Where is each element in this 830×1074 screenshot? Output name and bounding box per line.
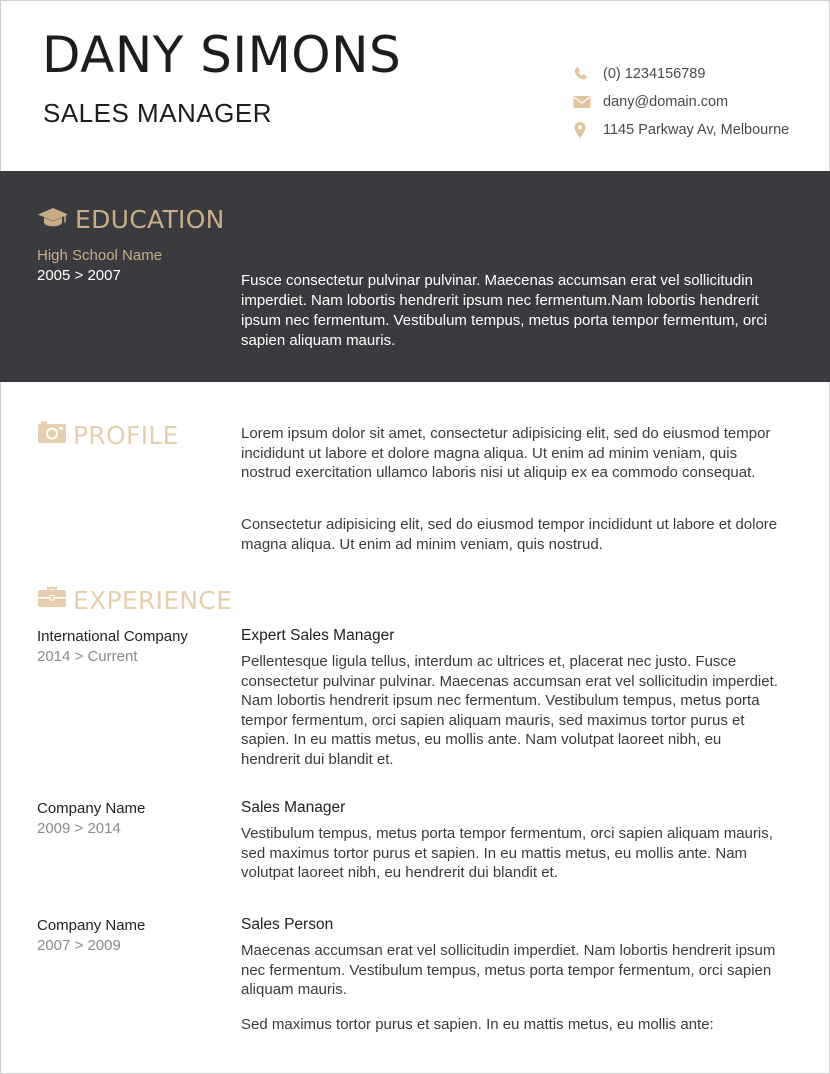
job-years: 2007 > 2009	[37, 937, 121, 954]
education-school: High School Name	[37, 247, 163, 264]
phone-icon	[573, 66, 603, 82]
education-description: Fusce consectetur pulvinar pulvinar. Maecenas accumsan erat vel sollicitudin imperdiet. Nam lobortis hendrerit ipsum nec fermentum.Nam lobortis hendrerit ipsum nec fermentum. Vestibulum tempus, metus porta tempor fermentum, orci sapien aliquam mauris.	[241, 272, 768, 349]
job-years: 2014 > Current	[37, 648, 138, 665]
phone-text[interactable]: (0) 1234156789	[603, 66, 706, 82]
job-role: Expert Sales Manager	[241, 627, 395, 644]
profile-paragraph: Consectetur adipisicing elit, sed do eiusmod tempor incididunt ut labore et dolore magna aliqua. Ut enim ad minim veniam, quis nostrud.	[241, 516, 778, 553]
location-pin-icon	[573, 121, 603, 139]
job-description: Vestibulum tempus, metus porta tempor fermentum, orci sapien aliquam mauris, sed maximus tortor purus et sapien. In eu mattis metus, eu mollis ante. Nam volutpat laoreet nibh, eu hendrerit dui blandit et.	[241, 825, 773, 881]
camera-icon	[37, 420, 73, 450]
job-years: 2009 > 2014	[37, 820, 121, 837]
education-years: 2005 > 2007	[37, 267, 121, 284]
profile-heading	[37, 420, 179, 450]
job-company: Company Name	[37, 800, 146, 817]
job-company: Company Name	[37, 917, 146, 934]
mail-icon	[573, 95, 603, 109]
profile-heading-text: PROFILE	[73, 420, 179, 450]
job-role: Sales Person	[241, 916, 334, 933]
job-description: Maecenas accumsan erat vel sollicitudin imperdiet. Nam lobortis hendrerit ipsum nec fermentum. Vestibulum tempus, metus porta tempor fermentum, orci sapien aliquam mauris.	[241, 942, 776, 998]
education-heading	[37, 205, 225, 234]
education-heading-text: EDUCATION	[75, 205, 225, 234]
profile-paragraph: Lorem ipsum dolor sit amet, consectetur adipisicing elit, sed do eiusmod tempor incididunt ut labore et dolore magna aliqua. Ut enim ad minim veniam, quis nostrud exercitation ullamco laboris nisi ut aliquip ex ea commodo consequat.	[241, 425, 771, 481]
candidate-name: DANY SIMONS	[42, 26, 402, 84]
job-description: Pellentesque ligula tellus, interdum ac ultrices et, placerat nec justo. Fusce consectetur pulvinar pulvinar. Maecenas accumsan erat vel sollicitudin imperdiet. Nam lobortis hendrerit ipsum nec fermentum. Vestibulum tempus, metus porta tempor fermentum, orci sapien aliquam mauris, sed maximus tortor purus et sapien. In eu mattis metus, eu mollis ante. Nam volutpat laoreet nibh, eu hendrerit dui blandit et.	[241, 653, 778, 768]
contact-address	[573, 116, 823, 144]
experience-heading-text: EXPERIENCE	[73, 585, 233, 615]
job-description: Sed maximus tortor purus et sapien. In eu mattis metus, eu mollis ante:	[241, 1016, 714, 1033]
candidate-title: SALES MANAGER	[43, 98, 273, 128]
contact-info	[573, 60, 823, 144]
job-company: International Company	[37, 628, 188, 645]
graduation-cap-icon	[37, 205, 75, 234]
briefcase-icon	[37, 585, 73, 615]
contact-phone	[573, 60, 823, 88]
email-text[interactable]: dany@domain.com	[603, 94, 729, 110]
address-text: 1145 Parkway Av, Melbourne	[603, 122, 790, 138]
experience-heading	[37, 585, 232, 615]
contact-email	[573, 88, 823, 116]
job-role: Sales Manager	[241, 799, 346, 816]
